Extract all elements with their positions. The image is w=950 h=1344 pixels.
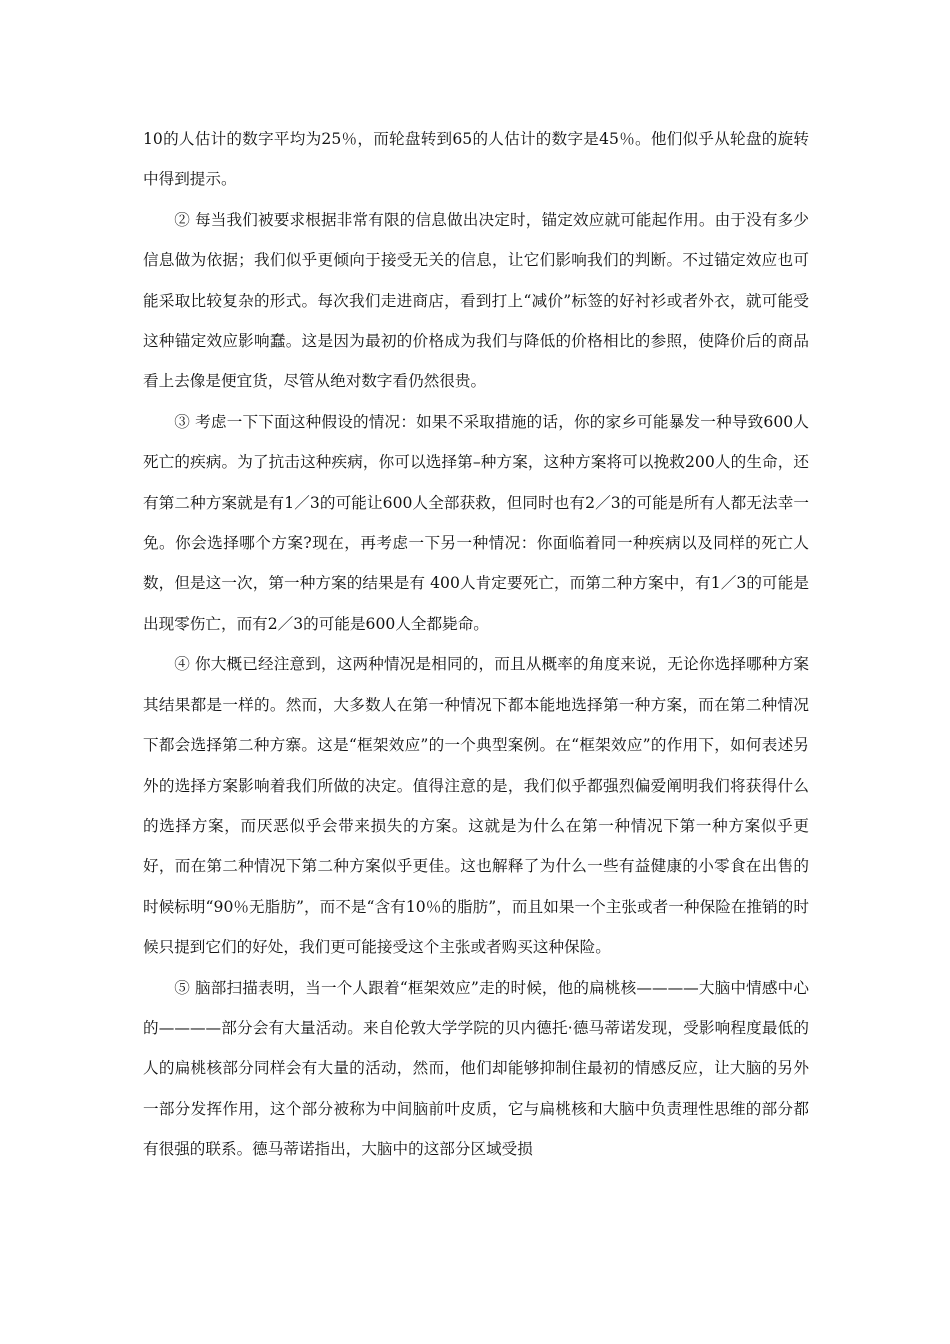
document-body — [143, 119, 809, 1170]
paragraph-hypothetical-scenario: ③ 考虑一下下面这种假设的情况：如果不采取措施的话，你的家乡可能暴发一种导致600人死亡的疾病。为了抗击这种疾病，你可以选择第–种方案，这种方案将可以挽救200人的生命，还有第二种方案就是有1／3的可能让600人全部获救，但同时也有2／3的可能是所有人都无法幸一免。你会选择哪个方案?现在，再考虑一下另一种情况：你面临着同一种疾病以及同样的死亡人数，但是这一次，第一种方案的结果是有 400人肯定要死亡，而第二种方案中，有1／3的可能是出现零伤亡，而有2／3的可能是600人全都毙命。 — [143, 412, 809, 633]
paragraph-brain-scan: ⑤ 脑部扫描表明，当一个人跟着“框架效应”走的时候，他的扁桃核————大脑中情感中心的————部分会有大量活动。来自伦敦大学学院的贝内德托·德马蒂诺发现，受影响程度最低的人的扁桃核部分同样会有大量的活动，然而，他们却能够抑制住最初的情感反应，让大脑的另外一部分发挥作用，这个部分被称为中间脑前叶皮质，它与扁桃核和大脑中负责理性思维的部分都有很强的联系。德马蒂诺指出，大脑中的这部分区域受损 — [143, 978, 809, 1159]
paragraph-anchoring-effect: ② 每当我们被要求根据非常有限的信息做出决定时，锚定效应就可能起作用。由于没有多少信息做为依据；我们似乎更倾向于接受无关的信息，让它们影响我们的判断。不过锚定效应也可能采取比较复杂的形式。每次我们走进商店，看到打上“减价”标签的好衬衫或者外衣，就可能受这种锚定效应影响蠢。这是因为最初的价格成为我们与降低的价格相比的参照，使降价后的商品看上去像是便宜货，尽管从绝对数字看仍然很贵。 — [143, 210, 809, 391]
paragraph-framing-effect: ④ 你大概已经注意到，这两种情况是相同的，而且从概率的角度来说，无论你选择哪种方案其结果都是一样的。然而，大多数人在第一种情况下都本能地选择第一种方案，而在第二种情况下都会选择第二种方寨。这是“框架效应”的一个典型案例。在“框架效应”的作用下，如何表述另外的选择方案影响着我们所做的决定。值得注意的是，我们似乎都强烈偏爱阐明我们将获得什么的选择方案，而厌恶似乎会带来损失的方案。这就是为什么在第一种情况下第一种方案似乎更好，而在第二种情况下第二种方案似乎更佳。这也解释了为什么一些有益健康的小零食在出售的时候标明“90％无脂肪”，而不是“含有10％的脂肪”，而且如果一个主张或者一种保险在推销的时候只提到它们的好处，我们更可能接受这个主张或者购买这种保险。 — [143, 655, 809, 957]
paragraph-continued: 10的人估计的数字平均为25％，而轮盘转到65的人估计的数字是45％。他们似乎从轮盘的旋转中得到提示。 — [143, 130, 809, 189]
